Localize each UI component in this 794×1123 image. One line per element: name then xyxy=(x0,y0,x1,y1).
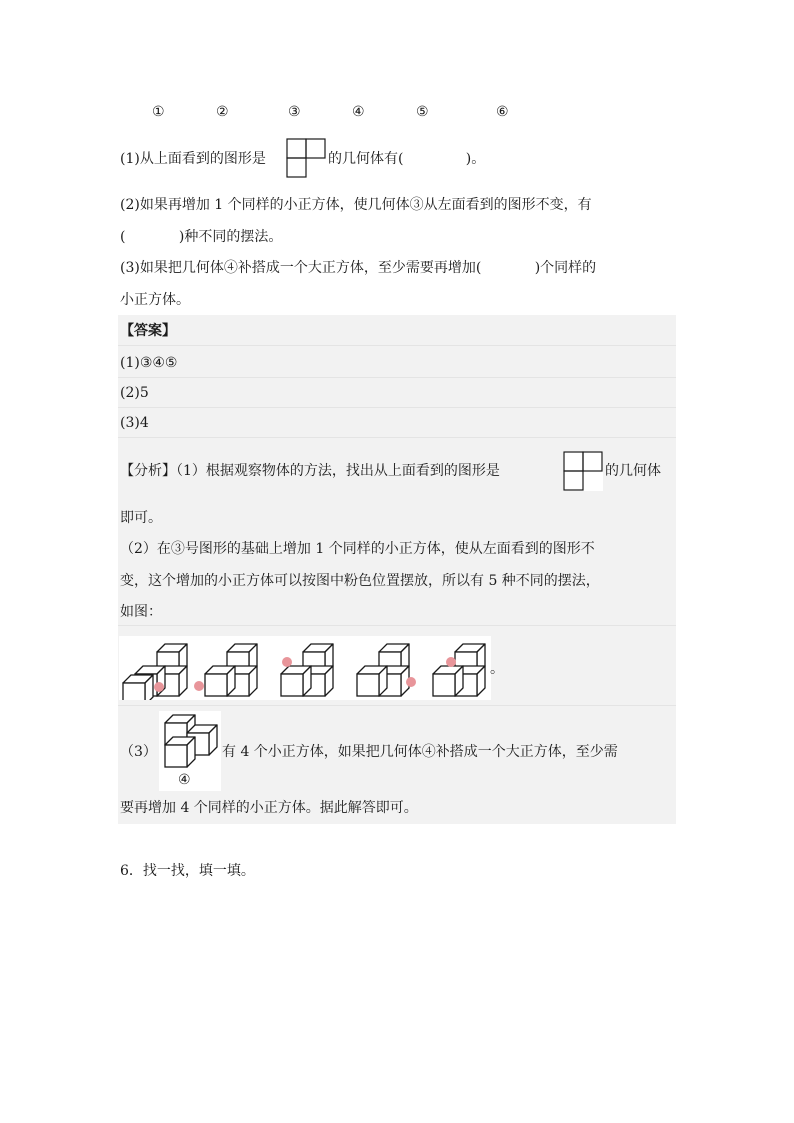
answer-2: (2)5 xyxy=(120,385,149,401)
question-2-line-1: (2)如果再增加 1 个同样的小正方体，使几何体③从左面看到的图形不变，有 xyxy=(120,197,592,213)
analysis-p1-line-2: 即可。 xyxy=(120,510,162,526)
divider xyxy=(118,377,676,378)
question-1-start: (1)从上面看到的图形是 xyxy=(120,151,266,167)
divider xyxy=(118,705,676,706)
question-2-line-2: ( )种不同的摆法。 xyxy=(120,229,283,245)
divider xyxy=(118,625,676,626)
pink-marker xyxy=(406,677,416,687)
analysis-p1-start: 【分析】（1）根据观察物体的方法，找出从上面看到的图形是 xyxy=(120,463,500,479)
figure-4-label: ④ xyxy=(178,772,191,788)
analysis-p2-line-1: （2）在③号图形的基础上增加 1 个同样的小正方体，使从左面看到的图形不 xyxy=(120,541,595,557)
pink-marker xyxy=(282,657,292,667)
figure-label-2: ② xyxy=(216,104,229,120)
cube-arrangements-figure xyxy=(119,636,491,700)
answer-3: (3)4 xyxy=(120,415,149,431)
top-view-shape-icon xyxy=(563,451,603,491)
pink-marker xyxy=(446,657,456,667)
pink-marker xyxy=(154,682,164,692)
answer-1: (1)③④⑤ xyxy=(120,355,178,371)
analysis-p3-prefix: （3） xyxy=(120,744,157,760)
figure-caption-end: 。 xyxy=(490,661,504,677)
question-3-line-2: 小正方体。 xyxy=(120,292,190,308)
pink-marker xyxy=(194,681,204,691)
analysis-p1-end: 的几何体 xyxy=(605,463,661,479)
analysis-p3-line-1: 有 4 个小正方体，如果把几何体④补搭成一个大正方体，至少需 xyxy=(222,744,618,760)
analysis-p2-line-2: 变，这个增加的小正方体可以按图中粉色位置摆放，所以有 5 种不同的摆法， xyxy=(120,573,600,589)
figure-label-1: ① xyxy=(152,104,165,120)
answer-header: 【答案】 xyxy=(120,323,176,339)
figure-label-6: ⑥ xyxy=(496,104,509,120)
divider xyxy=(118,407,676,408)
question-1-mid: 的几何体有( xyxy=(328,151,404,167)
figure-label-4: ④ xyxy=(352,104,365,120)
answer-blank-1[interactable] xyxy=(403,151,465,167)
divider xyxy=(118,345,676,346)
analysis-p3-line-2: 要再增加 4 个同样的小正方体。据此解答即可。 xyxy=(120,800,418,816)
question-3-line-1: (3)如果把几何体④补搭成一个大正方体，至少需要再增加( )个同样的 xyxy=(120,260,597,276)
analysis-p2-line-3: 如图： xyxy=(120,604,162,620)
top-view-shape-icon xyxy=(286,138,326,178)
divider xyxy=(118,437,676,438)
figure-label-3: ③ xyxy=(288,104,301,120)
question-6-title: 6．找一找，填一填。 xyxy=(120,863,255,879)
question-1-end xyxy=(328,150,485,168)
question-1-close: )。 xyxy=(465,151,486,167)
figure-label-5: ⑤ xyxy=(416,104,429,120)
